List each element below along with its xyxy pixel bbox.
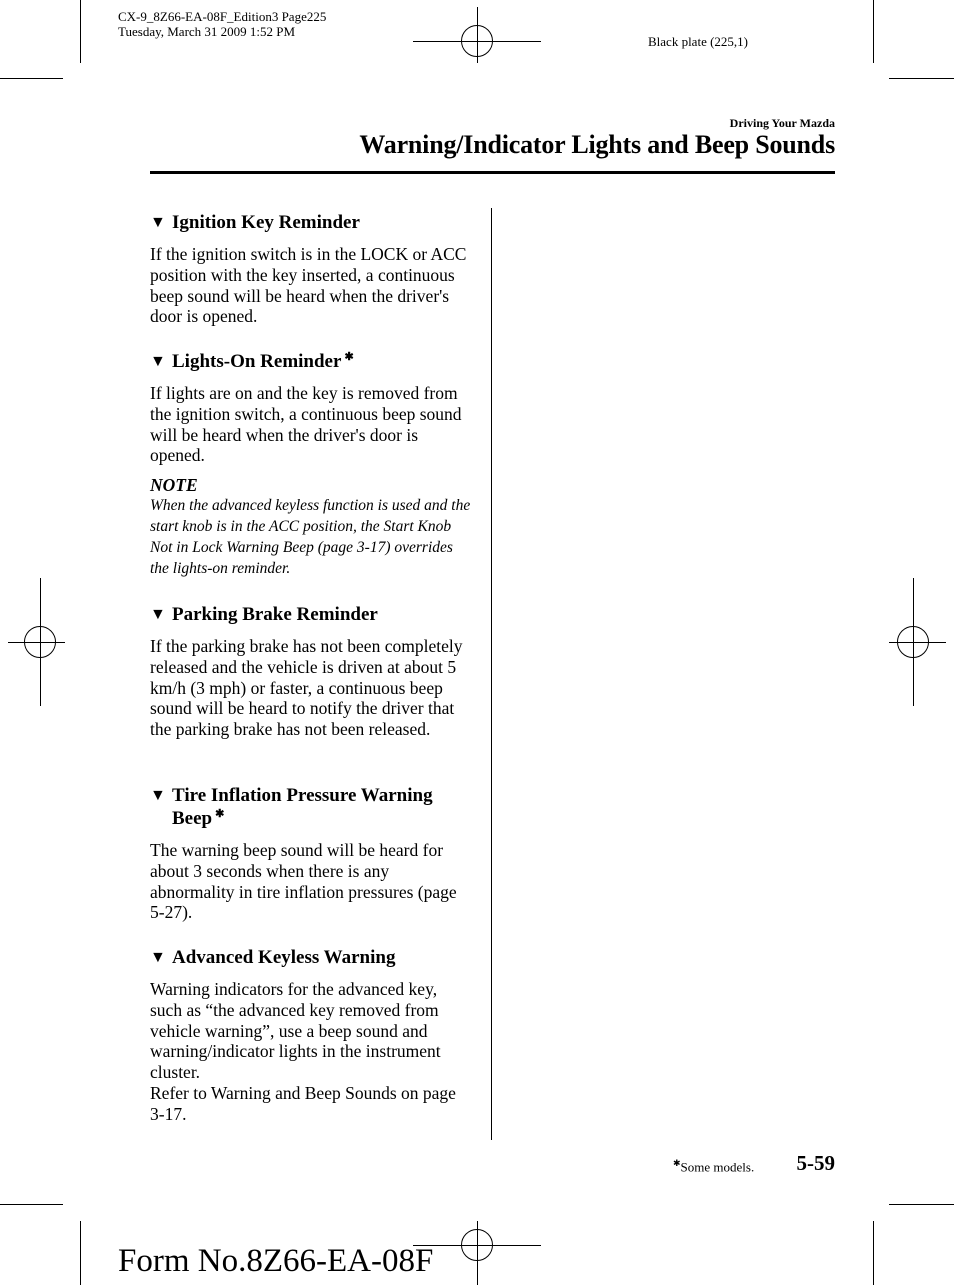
tire-body: The warning beep sound will be heard for about 3 seconds when there is any abnormality in tire inflation pressures (page 5-27).	[150, 840, 457, 923]
lights-on-body: If lights are on and the key is removed from the ignition switch, a continuous beep sound will be heard when the driver's door is opened.	[150, 383, 462, 466]
print-meta-line1: CX-9_8Z66-EA-08F_Edition3 Page225	[118, 9, 327, 24]
page-number: 5-59	[796, 1151, 835, 1175]
heading-parking-brake-reminder: ▼ Parking Brake Reminder	[150, 604, 378, 625]
parking-brake-body: If the parking brake has not been completely released and the vehicle is driven at about 5 km/h (3 mph) or faster, a continuous beep sound will be heard to notify the driver that the parking brake has not been released.	[150, 636, 463, 740]
print-meta-line2: Tuesday, March 31 2009 1:52 PM	[118, 24, 296, 39]
section-ignition-key-reminder	[150, 211, 472, 327]
heading-tire-inflation-warning: ▼ Tire Inflation Pressure Warning Beep ✱	[150, 785, 433, 829]
asterisk-icon: ✱	[673, 1158, 681, 1168]
print-meta	[118, 9, 326, 39]
triangle-bullet-icon: ▼	[150, 949, 166, 966]
section-label: Driving Your Mazda	[729, 116, 835, 130]
keyless-body-1: Warning indicators for the advanced key, such as “the advanced key removed from vehicle warning”, use a beep sound and warning/indicator lights in the instrument cluster.	[150, 979, 441, 1083]
ignition-body: If the ignition switch is in the LOCK or ACC position with the key inserted, a continuous beep sound will be heard when the driver's door is opened.	[150, 244, 467, 327]
keyless-body-2: Refer to Warning and Beep Sounds on page 3-17.	[150, 1082, 456, 1124]
title-rule	[150, 171, 835, 174]
asterisk-icon: ✱	[215, 807, 225, 820]
black-plate-label: Black plate (225,1)	[648, 34, 748, 49]
triangle-bullet-icon: ▼	[150, 353, 166, 370]
triangle-bullet-icon: ▼	[150, 214, 166, 231]
triangle-bullet-icon: ▼	[150, 787, 166, 804]
footnote: ✱Some models.	[673, 1158, 755, 1175]
section-advanced-keyless-warning	[150, 946, 472, 1125]
section-lights-on-reminder	[150, 350, 472, 579]
section-parking-brake-reminder	[150, 603, 472, 740]
asterisk-icon: ✱	[344, 350, 354, 363]
column-divider	[491, 208, 492, 1140]
triangle-bullet-icon: ▼	[150, 606, 166, 623]
heading-advanced-keyless-warning: ▼ Advanced Keyless Warning	[150, 947, 396, 968]
heading-ignition-key-reminder: ▼ Ignition Key Reminder	[150, 212, 360, 233]
page-title: Warning/Indicator Lights and Beep Sounds	[359, 130, 835, 159]
note-heading: NOTE	[150, 475, 198, 496]
form-number: Form No.8Z66-EA-08F	[118, 1243, 434, 1279]
note-body: When the advanced keyless function is used and the start knob is in the ACC position, the Start Knob Not in Lock Warning Beep (page 3-17) overrides the lights-on reminder.	[150, 497, 471, 577]
section-tire-inflation-warning	[150, 784, 472, 923]
heading-lights-on-reminder: ▼ Lights-On Reminder ✱	[150, 350, 354, 372]
